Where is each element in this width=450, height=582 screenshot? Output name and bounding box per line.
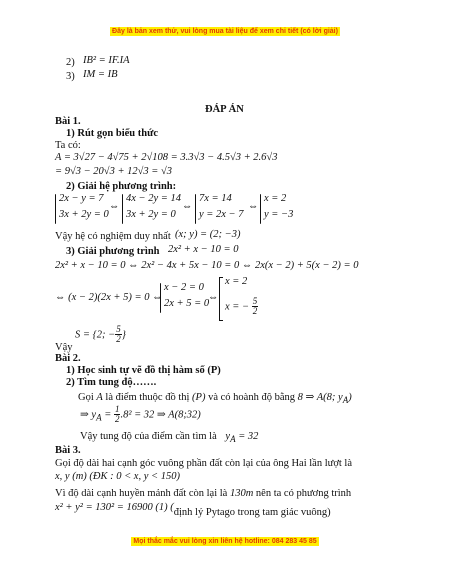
fraction-denominator: 2 [252, 306, 258, 317]
text: Gọi [78, 392, 94, 403]
equation: 2x + 5 = 0 [164, 298, 210, 309]
math-expression [225, 431, 259, 445]
subheading: 1) Rút gọn biểu thức [66, 128, 159, 139]
equation: x = 2 [225, 276, 248, 287]
math-text: y [225, 431, 231, 442]
equiv-symbol: ⇔ [208, 292, 219, 303]
math-text: ) [348, 392, 352, 403]
math-line: 2x² + x − 10 = 0 ⇔ 2x² − 4x + 5x − 10 = 0 ⇔ 2x(x − 2) + 5(x − 2) = 0 [55, 260, 359, 271]
equiv-symbol: ⇔ [182, 201, 193, 212]
equation: 3x + 2y = 0 [126, 209, 176, 220]
subscript: A [96, 412, 102, 423]
system-brace [195, 194, 196, 224]
text: Vậy [55, 342, 73, 353]
text: định lý Pytago trong tam giác vuông) [173, 507, 331, 518]
subheading: 1) Học sinh tự vẽ đồ thị hàm số (P) [66, 365, 221, 376]
subheading: 3) Giải phương trình [66, 246, 160, 257]
text: Vậy hệ có nghiệm duy nhất [55, 231, 171, 242]
item-expression: IM = IB [83, 69, 118, 80]
subheading: 2) Giải hệ phương trình: [66, 181, 177, 192]
text: Gọi độ dài hai cạnh góc vuông phần đất còn lại của ông Hai lần lượt là [55, 458, 352, 469]
equation: 4x − 2y = 14 [126, 193, 181, 204]
equiv-symbol: ⇔ [109, 201, 120, 212]
math-text: = [101, 409, 114, 421]
fraction [252, 297, 259, 317]
system-brace [55, 194, 56, 224]
equation [225, 297, 258, 317]
item-num: 2) [66, 57, 75, 68]
math-text: 130m [229, 488, 254, 499]
math-text: = 32 [235, 431, 259, 442]
set-suffix: } [121, 329, 126, 341]
equation: x = 2 [264, 193, 287, 204]
equation-prefix: x = − [225, 301, 250, 313]
system-brace [160, 283, 161, 313]
section-title-bai1: Bài 1. [55, 116, 81, 127]
item-expression: IB² = IF.IA [83, 55, 130, 66]
text: là điểm thuộc đồ thị [105, 392, 190, 403]
hotline-banner: Mọi thắc mắc vui lòng xin liên hệ hotline: 084 283 45 85 [133, 538, 317, 545]
system-brace [122, 194, 123, 224]
text: và có hoành độ bằng [208, 392, 295, 403]
equiv-symbol: ⇔ [248, 201, 259, 212]
math-text: ⇒ y [80, 409, 97, 421]
math-text: 8 ⇒ A(8; y [297, 392, 343, 403]
math-line: A = 3√27 − 4√75 + 2√108 = 3.3√3 − 4.5√3 + 2.6√3 [55, 152, 278, 163]
math-line: ⇔ (x − 2)(2x + 5) = 0 ⇔ [55, 292, 163, 303]
set-prefix: S = {2; − [75, 329, 116, 341]
item-num: 3) [66, 71, 75, 82]
equation: 3x + 2y = 0 [59, 209, 109, 220]
math-line: = 9√3 − 20√3 + 12√3 = √3 [55, 166, 173, 177]
solution-set [75, 325, 126, 345]
math-line: x, y (m) (ĐK : 0 < x, y < 150) [55, 471, 180, 482]
answer-title: ĐÁP ÁN [205, 104, 244, 115]
subscript: A [230, 434, 236, 445]
fraction-numerator: 5 [116, 324, 121, 334]
text-line [55, 488, 351, 501]
equation: 7x = 14 [199, 193, 232, 204]
math-text: .8² = 32 ⇒ A(8;32) [120, 409, 201, 421]
equation: y = −3 [264, 209, 294, 220]
fraction-denominator: 2 [116, 334, 121, 345]
equation: 2x² + x − 10 = 0 [168, 244, 239, 255]
text-line [80, 431, 258, 445]
fraction-denominator: 2 [114, 414, 120, 425]
system-brace [260, 194, 261, 224]
math-line [80, 405, 201, 425]
graph-label: (P) [192, 392, 206, 403]
text-line [78, 392, 352, 406]
section-title-bai3: Bài 3. [55, 445, 81, 456]
subheading: 2) Tìm tung độ……. [66, 377, 157, 388]
solution-bracket [219, 277, 223, 321]
math-expression [297, 392, 352, 406]
solution: (x; y) = (2; −3) [175, 229, 241, 240]
text: Ta có: [55, 140, 81, 151]
text-line [55, 502, 331, 518]
point-label: A [96, 392, 103, 403]
math-text: x² + y² = 130² = 16900 (1) ( [55, 502, 174, 513]
equation: x − 2 = 0 [164, 282, 204, 293]
fraction-numerator: 1 [114, 404, 120, 414]
equation: y = 2x − 7 [199, 209, 244, 220]
text: nên ta có phương trình [255, 488, 352, 499]
fraction-numerator: 5 [252, 296, 258, 306]
text: Vậy tung độ của điểm cần tìm là [80, 431, 217, 442]
section-title-bai2: Bài 2. [55, 353, 81, 364]
preview-banner: Đây là bản xem thử, vui lòng mua tài liệu để xem chi tiết (có lời giải) [112, 28, 338, 35]
subscript: A [342, 395, 349, 406]
equation: 2x − y = 7 [59, 193, 104, 204]
text: Vì độ dài cạnh huyền mảnh đất còn lại là [55, 488, 228, 499]
